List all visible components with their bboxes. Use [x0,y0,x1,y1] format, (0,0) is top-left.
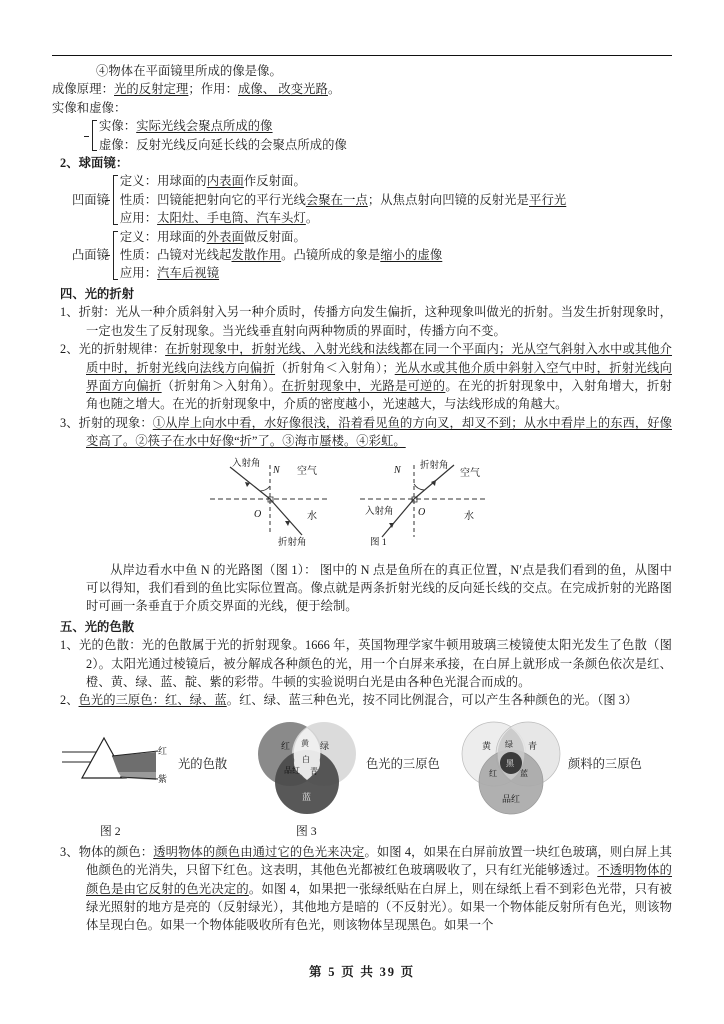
figure-rgb-circles [248,716,364,825]
primary-colors-underline: 色光的三原色：红、绿、蓝 [78,693,227,708]
fish-optical-path-text: 从岸边看水中鱼 N 的光路图（图 1）： 图中的 N 点是鱼所在的真正位置，N′点是我们看到的鱼，从图中可以得知，我们看到的鱼比实际位置高。像点就是两条折射光线的反向延长线的交点。在完成折射的光路图时可画一条垂直于介质交界面的光线，便于绘制。 [86,562,672,614]
label-overlap-yellow: 黄 [301,738,309,748]
convex-definition-pre: 用球面的 [157,229,207,244]
figure-1-caption: 图 1 [370,537,387,548]
text-line-mirror-image [52,62,672,80]
period-1: 。 [327,82,341,97]
page-footer [0,962,724,980]
fish-optical-path-paragraph [60,561,672,616]
label-air-left: 空气 [297,465,317,477]
label-origin-right: O [418,506,426,518]
figure-prism-label [178,754,227,772]
angle-arc-left [260,486,270,491]
refracted-arrow-right [431,480,436,486]
label-circle-magenta: 品红 [502,793,521,804]
concave-property-post: ；从焦点射向凹镜的反射光是 [367,192,530,207]
figure-pigment-circles [452,716,568,825]
convex-row-definition [120,228,442,246]
figure-rgb-label [366,754,440,772]
prism-svg [60,728,172,790]
dispersion-item-2-prefix: 2、 [60,693,79,708]
group-convex-mirror [72,228,672,283]
mirror-image-text: ④物体在平面镜里所成的像是像。 [96,64,282,78]
brace-convex [109,228,118,283]
convex-property-pre: 凸镜对光线起 [157,248,232,263]
refraction-item-2 [60,340,672,414]
concave-definition-underline: 内表面 [206,174,244,189]
concave-property-underline-2: 平行光 [529,192,567,207]
heading-refraction [60,285,672,303]
label-circle-green: 绿 [320,740,330,751]
page-number-text: 第 5 页 共 39 页 [309,965,415,979]
virtual-image-value: 反射光线反向延长线的会聚点所成的像 [136,137,347,152]
rgb-circles-svg [248,716,364,820]
convex-definition-post: 做反射面。 [243,229,306,244]
transparent-color-text: 。如图 4，如果在白屏前放置一块红色玻璃，则白屏上其他颜色的光消失，只留下红色。这表明，其他色光都被红色玻璃吸收了，只有红光能够透过。 [86,844,672,878]
refraction-law-underline-1: 在折射现象中，折射光线、入射光线和法线都在同一个平面内；光从空气斜射入水中或其他介质中时，折射光线向法线方向偏折 [86,342,672,375]
label-normal-right: N [394,464,401,476]
refracted-arrow-left [285,521,290,526]
concave-row-property [120,191,566,209]
dispersion-item-1 [60,636,672,691]
refraction-item-2-prefix: 2、光的折射规律： [60,342,166,357]
pigment-circles-svg [452,716,568,820]
refracted-ray-left [270,499,302,535]
primary-colors-text: 。红、绿、蓝三种色光，按不同比例混合，可以产生各种颜色的光。（图 3） [226,693,638,708]
virtual-image-label: 虚像： [99,137,137,152]
label-water-left: 水 [307,510,317,522]
convex-definition-key: 定义： [119,229,158,244]
heading-spherical-mirror [60,154,672,172]
label-overlap-cyan: 青 [310,766,318,776]
label-refraction-angle-right: 折射角 [420,460,449,471]
heading-dispersion [60,618,672,636]
real-image-value: 实际光线会聚点所成的像 [136,119,273,134]
concave-property-underline: 会聚在一点 [305,192,368,207]
concave-rows [120,172,566,227]
incident-ray-right [382,499,414,537]
convex-property-underline-2: 缩小的虚像 [380,248,443,263]
figure-3-caption: 图 3 [296,823,317,838]
refraction-law-text-2: （折射角＞入射角）。 [161,378,282,393]
convex-property-post: 。凸镜所成的象是 [281,248,381,263]
label-circle-yellow: 黄 [482,740,492,751]
concave-application-underline: 太阳灶、手电筒、汽车头灯 [157,211,306,226]
label-overlap-magenta: 品红 [284,765,300,775]
concave-application-key: 应用： [119,211,158,226]
figure-prism [60,728,172,795]
label-overlap-blue: 蓝 [520,768,528,778]
refraction-law-text-3: 。在光的折射现象中，入射角增大，折射角也随之增大。在光的折射现象中，介质的密度越小，光速越大，与法线形成的角越大。 [86,378,672,412]
opaque-color-underline: 不透明物体的颜色是由它反射的色光决定的 [86,863,672,896]
function-value: 成像、 改变光路 [237,82,328,97]
concave-mirror-name: 凹面镜 [72,192,109,207]
label-overlap-white: 白 [302,754,310,764]
label-overlap-red: 红 [489,768,497,778]
object-color-item [60,843,672,935]
pigment-label-text: 颜料的三原色 [568,756,642,771]
prism-label-text: 光的色散 [178,756,228,771]
text-line-imaging-principle [52,80,672,98]
imaging-principle-value: 光的反射定理 [114,82,189,97]
convex-mirror-name: 凸面镜 [72,248,109,263]
label-violet: 紫 [158,773,168,784]
real-virtual-items [99,117,347,154]
convex-application-underline: 汽车后视镜 [157,266,220,281]
brace-concave [109,172,118,227]
brace-real-virtual [88,117,97,154]
concave-row-definition [120,172,566,190]
label-water-right: 水 [464,510,474,522]
object-color-prefix: 3、物体的颜色： [60,844,154,859]
label-origin-left: O [254,508,262,520]
transparent-color-underline: 透明物体的颜色由通过它的色光来决定 [153,844,365,859]
label-circle-cyan: 青 [528,740,538,751]
concave-property-pre: 凹镜能把射向它的平行光线 [157,192,306,207]
refraction-law-underline-2: 光从水或其他介质中斜射入空气中时，折射光线向界面方向偏折 [86,360,672,393]
label-circle-blue: 蓝 [302,791,312,802]
imaging-principle-label: 成像原理： [52,82,114,97]
figure-refraction-diagram [202,457,502,549]
text-line-real-virtual-heading [52,99,672,117]
label-incident-angle-right: 入射角 [365,506,394,517]
refraction-item-1-text: 1、折射：光从一种介质斜射入另一种介质时，传播方向发生偏折，这种现象叫做光的折射。当发生折射现象时，一定也发生了反射现象。当光线垂直射向两种物质的界面时，传播方向不变。 [60,305,672,338]
rgb-label-text: 色光的三原色 [366,756,440,771]
group-real-virtual [88,117,672,154]
concave-property-key: 性质： [119,192,158,207]
refraction-item-3 [60,414,672,451]
convex-row-application [120,264,442,282]
opaque-color-text: 。如图 4，如果把一张绿纸贴在白屏上，则在绿纸上看不到彩色光带，只有被绿光照射的地方是亮的（反射绿光），其他地方是暗的（不反射光）。如果一个物体能反射所有色光，则该物体呈现白色。如果一个物体能吸收所有色光，则该物体呈现黑色。如果一个 [86,881,672,933]
concave-row-application [120,209,566,227]
convex-property-underline: 发散作用 [231,248,282,263]
real-image-label: 实像： [99,119,137,134]
concave-definition-key: 定义： [119,174,158,189]
dispersion-item-2 [60,691,672,709]
figure-2-caption: 图 2 [100,823,121,838]
label-red: 红 [158,745,168,756]
convex-application-key: 应用： [119,266,158,281]
convex-rows [120,228,442,283]
group-concave-mirror [72,172,672,227]
concave-definition-post: 作反射面。 [243,174,306,189]
refraction-law-underline-3: 在折射现象中，光路是可逆的 [281,378,446,393]
figure-pigment-label [568,754,642,772]
convex-row-property [120,246,442,264]
dispersion-heading: 五、光的色散 [60,619,135,634]
row-real-image [99,117,347,135]
label-refraction-angle-left: 折射角 [278,537,307,548]
refraction-law-text-1: （折射角＜入射角）； [275,360,395,375]
refraction-phenomena-underline: ①从岸上向水中看，水好像很浅，沿着看见鱼的方向叉，却叉不到；从水中看岸上的东西，好像变高了。②筷子在水中好像“折”了。③海市蜃楼。④彩虹。 [86,415,672,449]
concave-application-post: 。 [305,211,319,226]
header-rule [52,55,672,56]
convex-property-key: 性质： [119,248,158,263]
figures-row-dispersion [52,714,672,822]
row-virtual-image [99,136,347,154]
real-virtual-heading: 实像和虚像： [52,100,127,115]
dispersion-item-1-text: 1、光的色散：光的色散属于光的折射现象。1666 年，英国物理学家牛顿用玻璃三棱镜使太阳光发生了色散（图 2）。太阳光通过棱镜后，被分解成各种颜色的光，用一个白屏来承接，在白屏上就形成一条颜色依次是红、橙、黄、绿、蓝、靛、紫的彩带。牛顿的实验说明白光是由各种色光混合而成的。 [60,638,672,689]
label-incident-angle-left: 入射角 [232,458,261,469]
label-overlap-black: 黑 [506,758,514,768]
spherical-mirror-heading: 2、球面镜： [60,156,129,171]
label-normal-left: N [273,464,280,476]
label-circle-red: 红 [281,740,291,751]
angle-arc-right [414,484,424,490]
refraction-heading: 四、光的折射 [60,286,135,301]
refraction-item-1 [60,303,672,340]
concave-definition-pre: 用球面的 [157,174,207,189]
label-overlap-green: 绿 [505,739,513,749]
document-body [52,62,672,935]
figure-captions-row [52,822,672,842]
function-label: ；作用： [188,82,238,97]
convex-definition-underline: 外表面 [206,229,244,244]
refraction-item-3-prefix: 3、折射的现象： [60,415,153,430]
label-air-right: 空气 [460,467,480,479]
refraction-svg [202,457,502,549]
